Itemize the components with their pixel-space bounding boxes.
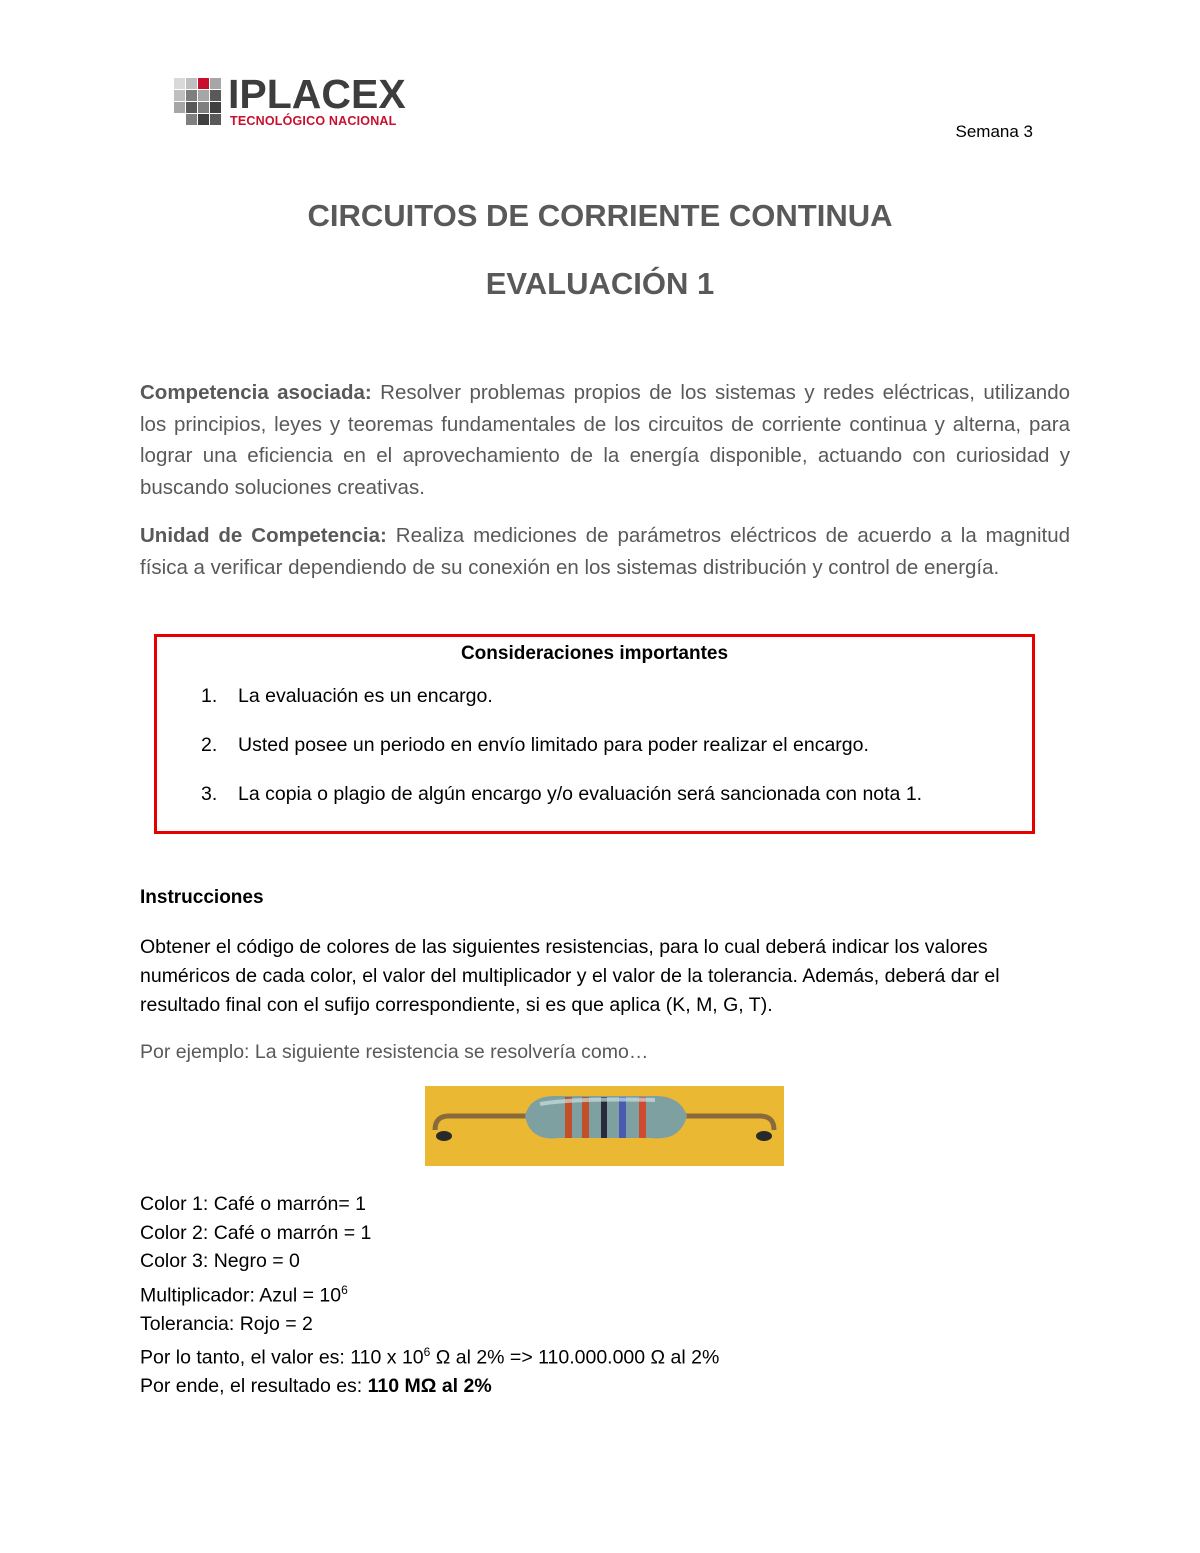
unidad-paragraph: [140, 520, 1070, 583]
calc-tolerance: Tolerancia: Rojo = 2: [140, 1312, 313, 1335]
result-value: 110 MΩ al 2%: [367, 1375, 492, 1397]
value-prefix: Por lo tanto, el valor es: 110 x 10: [140, 1346, 424, 1369]
unidad-label: Unidad de Competencia:: [140, 524, 387, 547]
week-label: Semana 3: [955, 122, 1033, 141]
calc-multiplier: [140, 1276, 719, 1310]
list-number: 2.: [201, 734, 218, 756]
evaluation-title: EVALUACIÓN 1: [485, 266, 715, 301]
considerations-list: [201, 685, 922, 832]
mult-exponent: 6: [341, 1282, 348, 1297]
calc-color2: Color 2: Café o marrón = 1: [140, 1221, 372, 1244]
calc-color3: Color 3: Negro = 0: [140, 1250, 300, 1272]
list-text: La evaluación es un encargo.: [238, 685, 493, 707]
course-title: CIRCUITOS DE CORRIENTE CONTINUA: [307, 198, 893, 233]
logo-grid-icon: [174, 78, 222, 126]
competencia-text: Resolver problemas propios de los sistemas y redes eléctricas, utilizando los principios, leyes y teoremas fundamentales de los circuitos de corriente continua y alterna, para lograr una eficiencia en el aprovechamiento de la energía disponible, actuando con curiosidad y buscando soluciones creativas.: [140, 381, 1070, 499]
instructions-heading: Instrucciones: [140, 887, 264, 908]
calc-color1: Color 1: Café o marrón= 1: [140, 1193, 366, 1215]
list-item: [201, 783, 922, 832]
example-calculation: [140, 1190, 719, 1401]
considerations-title: Consideraciones importantes: [460, 643, 729, 664]
considerations-box: [154, 634, 1035, 834]
list-item: [201, 734, 922, 783]
calc-value: [140, 1338, 719, 1372]
mult-prefix: Multiplicador: Azul = 10: [140, 1284, 342, 1306]
resistor-photo: [425, 1086, 784, 1166]
iplacex-logo: [174, 71, 414, 130]
list-item: [201, 685, 922, 734]
instructions-text: Obtener el código de colores de las siguientes resistencias, para lo cual deberá indicar los valores numéricos de cada color, el valor del multiplicador y el valor de la tolerancia. Además, deberá dar el resultado final con el sufijo correspondiente, si es que aplica (K, M, G, T).: [140, 936, 1000, 1016]
competencia-paragraph: [140, 377, 1070, 503]
value-suffix: Ω al 2% => 110.000.000 Ω al 2%: [430, 1346, 720, 1369]
unidad-text: Realiza mediciones de parámetros eléctricos de acuerdo a la magnitud física a verificar dependiendo de su conexión en los sistemas distribución y control de energía.: [140, 524, 1070, 579]
value-exponent: 6: [423, 1345, 431, 1359]
logo-subtitle: TECNOLÓGICO NACIONAL: [230, 114, 397, 128]
competencia-label: Competencia asociada:: [140, 381, 372, 404]
result-prefix: Por ende, el resultado es:: [140, 1375, 368, 1397]
logo-wordmark: IPLACEX: [228, 71, 406, 117]
list-text: La copia o plagio de algún encargo y/o evaluación será sancionada con nota 1.: [238, 783, 923, 805]
list-number: 1.: [201, 685, 218, 707]
list-text: Usted posee un periodo en envío limitado para poder realizar el encargo.: [238, 734, 869, 756]
list-number: 3.: [201, 783, 218, 805]
example-intro: Por ejemplo: La siguiente resistencia se resolvería como…: [140, 1041, 649, 1063]
calc-result: [140, 1372, 719, 1401]
